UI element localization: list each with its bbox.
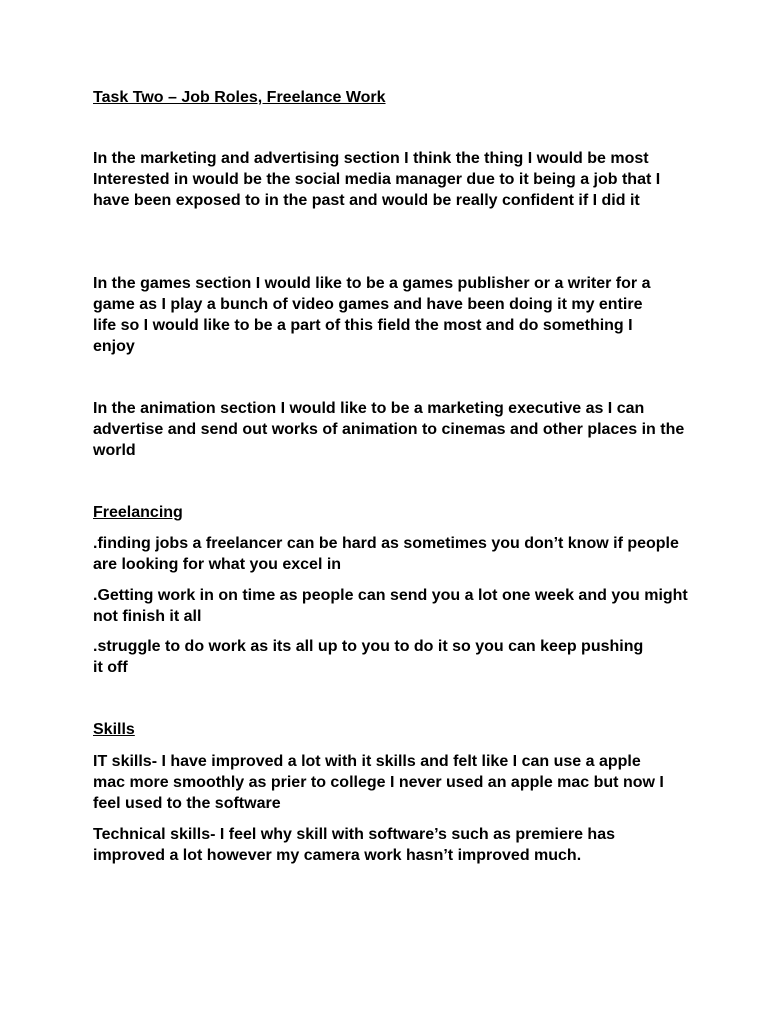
freelancing-heading: Freelancing (93, 504, 183, 521)
skills-item: IT skills- I have improved a lot with it skills and felt like I can use a apple mac more smoothly as prier to college I never used an apple mac but now I feel used to the software (93, 753, 664, 812)
paragraph-games: In the games section I would like to be a games publisher or a writer for a game as I play a bunch of video games and have been doing it my entire life so I would like to be a part of this field the most and do something I enjoy (93, 275, 651, 355)
document-title: Task Two – Job Roles, Freelance Work (93, 89, 386, 106)
freelancing-point: .struggle to do work as its all up to you to do it so you can keep pushing it off (93, 638, 644, 676)
paragraph-marketing: In the marketing and advertising section I think the thing I would be most Interested in would be the social media manager due to it being a job that I have been exposed to in the past and would be really confident if I did it (93, 150, 661, 209)
skills-heading: Skills (93, 721, 135, 738)
paragraph-animation: In the animation section I would like to be a marketing executive as I can advertise and send out works of animation to cinemas and other places in the world (93, 400, 685, 459)
freelancing-point: .finding jobs a freelancer can be hard as sometimes you don’t know if people are looking for what you excel in (93, 535, 679, 573)
skills-item: Technical skills- I feel why skill with software’s such as premiere has improved a lot however my camera work hasn’t improved much. (93, 826, 615, 864)
freelancing-point: .Getting work in on time as people can send you a lot one week and you might not finish it all (93, 587, 688, 625)
